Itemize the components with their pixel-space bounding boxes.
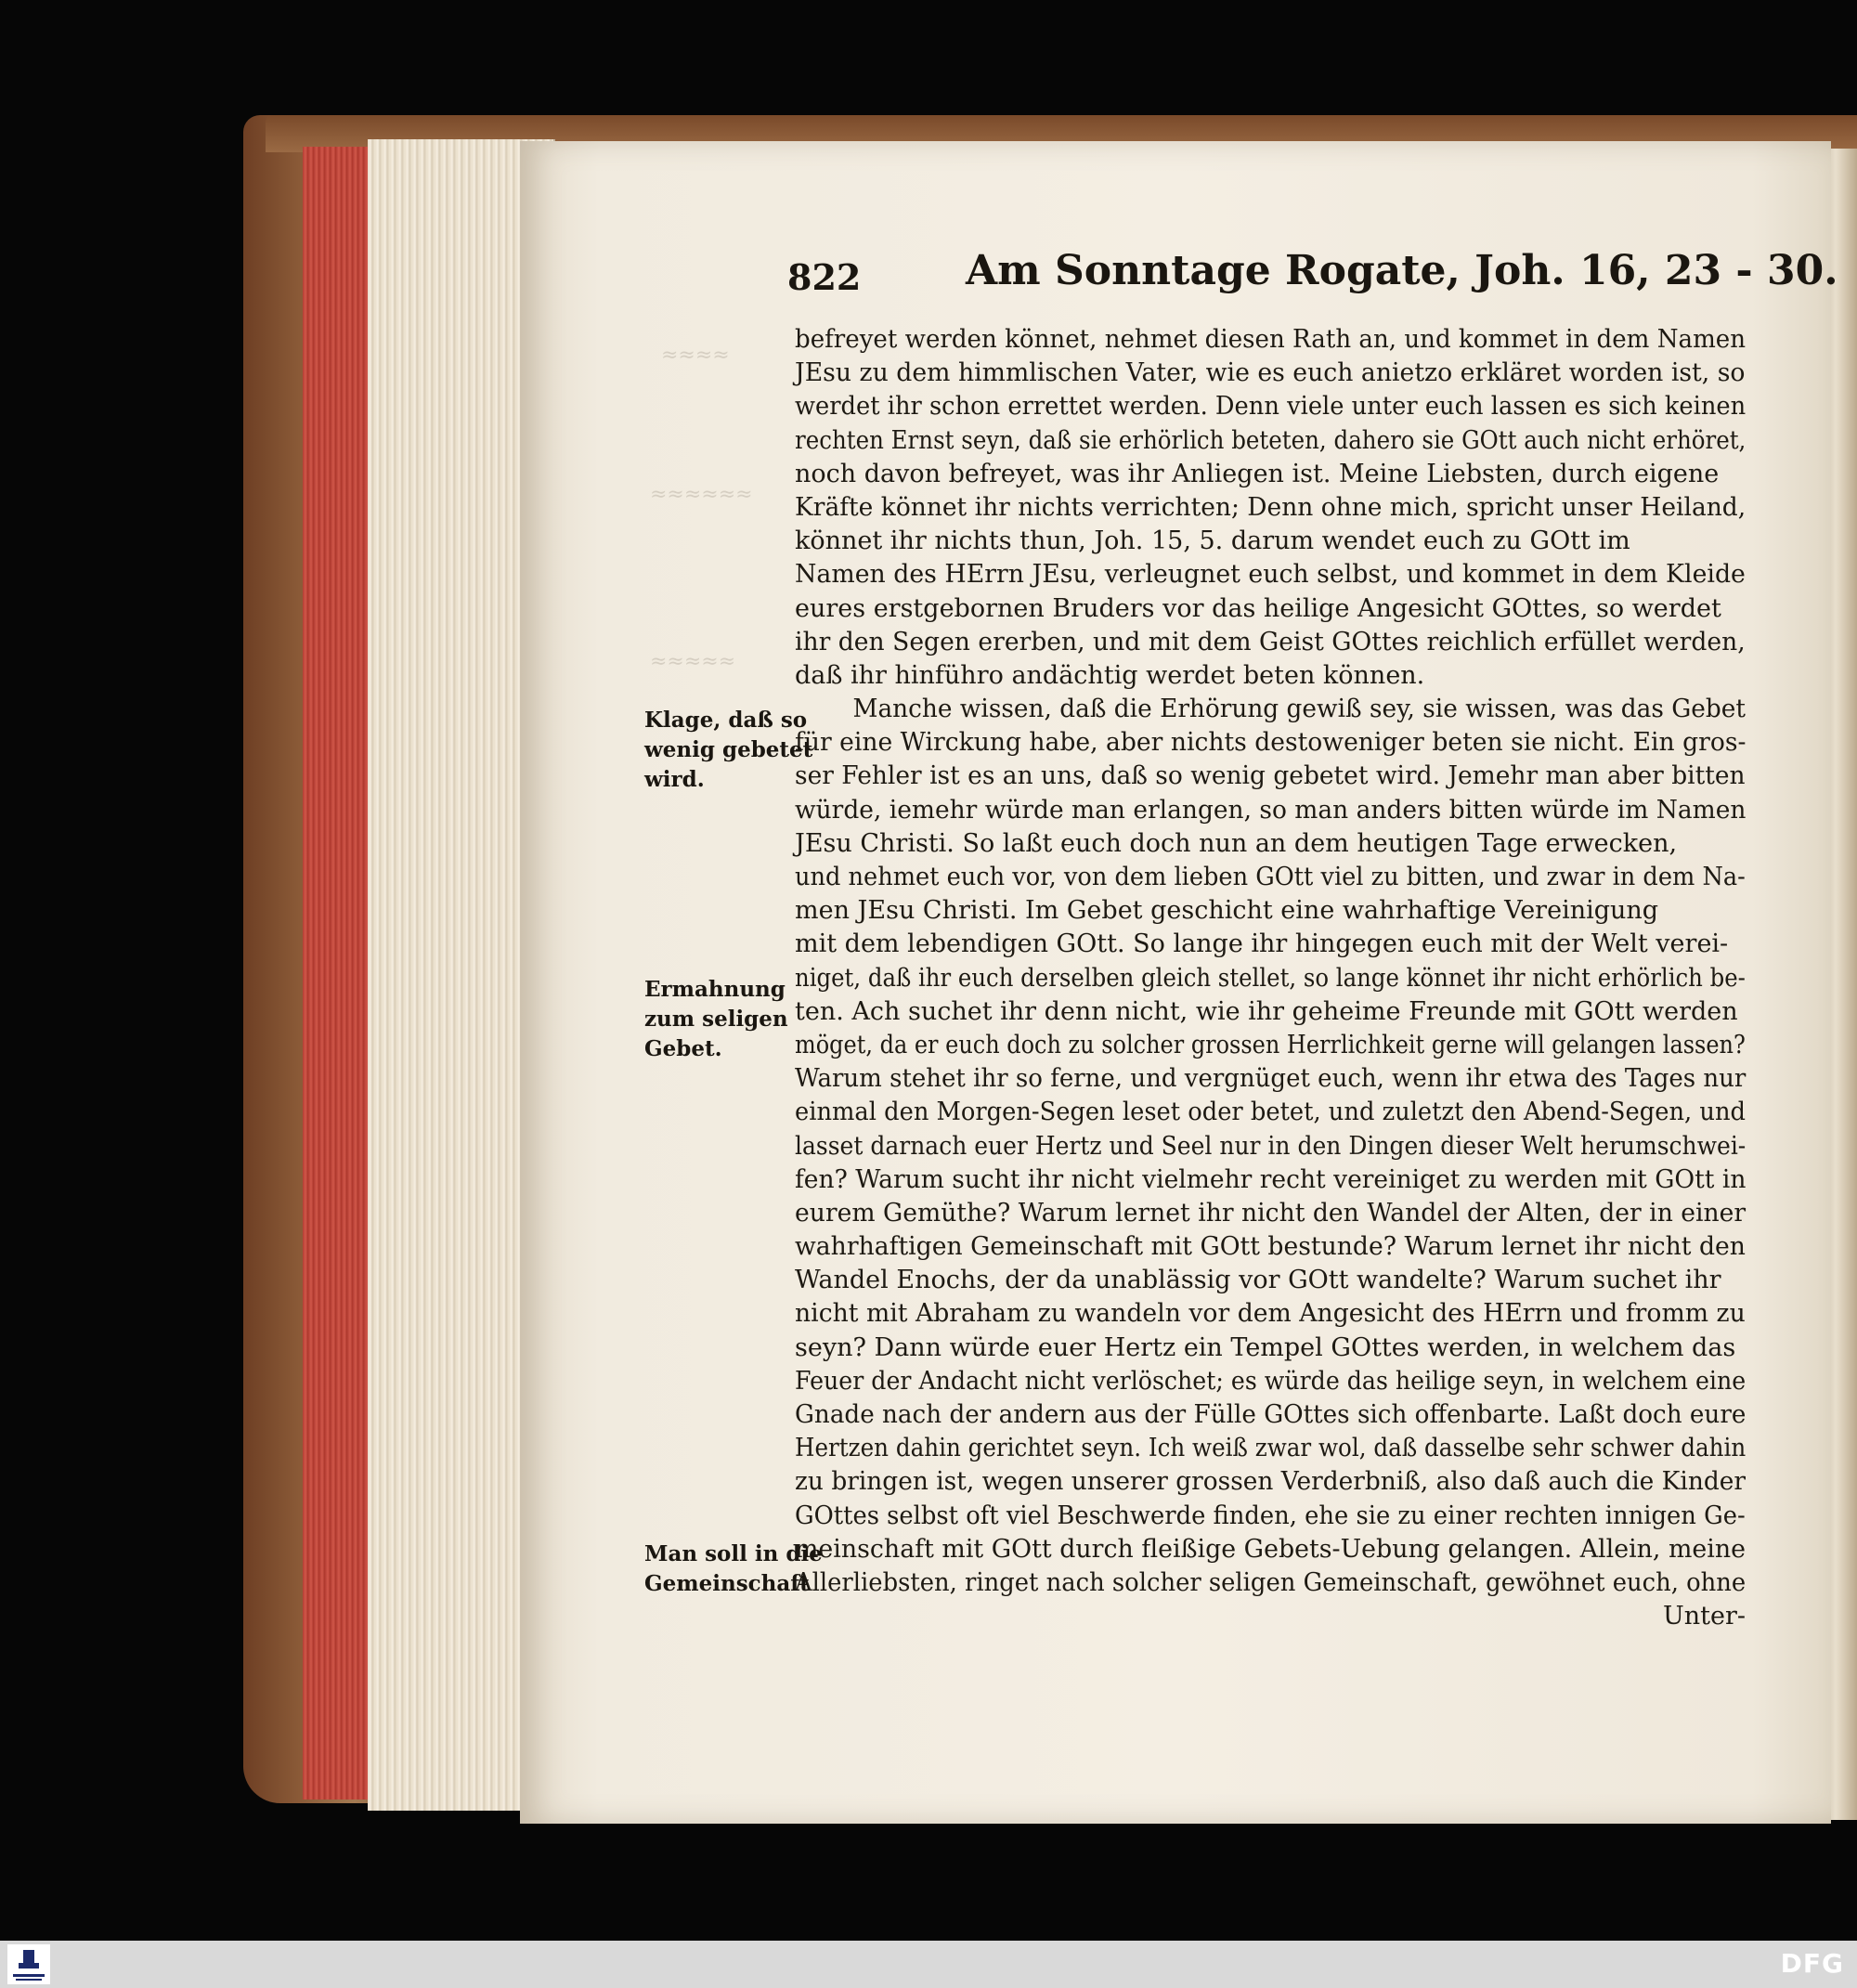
text-line: Allerliebsten, ringet nach solcher seligen Gemeinschaft, gewöhnet euch, ohne [795,1567,1747,1597]
text-line: meinschaft mit GOtt durch fleißige Gebets-Uebung gelangen. Allein, meine [795,1534,1746,1564]
text-line: befreyet werden könnet, nehmet diesen Rath an, und kommet in dem Namen [795,325,1747,354]
text-line: Wandel Enochs, der da unablässig vor GOtt wandelte? Warum suchet ihr [795,1266,1721,1295]
margin-note-line: Man soll in die [644,1541,823,1566]
text-line: Feuer der Andacht nicht verlöschet; es würde das heilige seyn, in welchem eine [795,1366,1747,1396]
red-page-edges [303,147,373,1800]
text-line: wahrhaftigen Gemeinschaft mit GOtt bestunde? Warum lernet ihr nicht den [795,1232,1746,1262]
text-line: zu bringen ist, wegen unserer grossen Verderbniß, also daß auch die Kinder [795,1467,1747,1497]
dfg-logo: DFG [1780,1948,1844,1979]
text-line: men JEsu Christi. Im Gebet geschicht eine wahrhaftige Vereinigung [795,896,1659,926]
text-line: Namen des HErrn JEsu, verleugnet euch selbst, und kommet in dem Kleide [795,560,1746,590]
margin-note-line: zum seligen [644,1007,788,1032]
text-line: könnet ihr nichts thun, Joh. 15, 5. darum wendet euch zu GOtt im [795,526,1630,556]
margin-note-lament [644,706,813,795]
margin-note-line: wenig gebetet [644,737,813,762]
text-line: Hertzen dahin gerichtet seyn. Ich weiß zwar wol, daß dasselbe sehr schwer dahin [795,1434,1747,1463]
margin-note-line: Gebet. [644,1036,722,1061]
text-line: eures erstgebornen Bruders vor das heilige Angesicht GOttes, so werdet [795,593,1721,623]
running-title: Am Sonntage Rogate, Joh. 16, 23 - 30. [966,247,1838,294]
text-line: rechten Ernst seyn, daß sie erhörlich beteten, dahero sie GOtt auch nicht erhöret, [795,425,1747,455]
page-number: 822 [787,256,862,298]
text-line: seyn? Dann würde euer Hertz ein Tempel GOttes werden, in welchem das [795,1332,1736,1362]
text-line: würde, iemehr würde man erlangen, so man anders bitten würde im Namen [795,795,1747,825]
show-through-mark: ≈≈≈≈≈≈ [650,483,753,506]
text-line: nicht mit Abraham zu wandeln vor dem Angesicht des HErrn und fromm zu [795,1299,1746,1329]
margin-note-exhortation [644,975,793,1064]
institution-logo-icon [7,1944,50,1984]
body-text [795,323,1746,1633]
text-line: JEsu zu dem himmlischen Vater, wie es euch anietzo erkläret worden ist, so [795,358,1746,388]
text-line: Manche wissen, daß die Erhörung gewiß sey, sie wissen, was das Gebet [852,695,1746,724]
text-line: möget, da er euch doch zu solcher grossen Herrlichkeit gerne will gelangen lassen? [795,1030,1746,1059]
text-line: einmal den Morgen-Segen leset oder betet, und zuletzt den Abend-Segen, und [795,1098,1746,1127]
text-line: Kräfte könnet ihr nichts verrichten; Denn ohne mich, spricht unser Heiland, [795,492,1747,522]
catchword: Unter- [1662,1602,1746,1631]
text-line: und nehmet euch vor, von dem lieben GOtt viel zu bitten, und zwar in dem Na- [795,863,1746,891]
text-line: niget, daß ihr euch derselben gleich stellet, so lange könnet ihr nicht erhörlich be- [795,963,1746,993]
text-line: Warum stehet ihr so ferne, und vergnüget euch, wenn ihr etwa des Tages nur [795,1064,1747,1094]
text-line: Gnade nach der andern aus der Fülle GOttes sich offenbarte. Laßt doch eure [795,1400,1747,1429]
text-line: GOttes selbst oft viel Beschwerde finden, ehe sie zu einer rechten innigen Ge- [795,1501,1746,1530]
text-line: fen? Warum sucht ihr nicht vielmehr recht vereiniget zu werden mit GOtt in [795,1164,1747,1194]
show-through-mark: ≈≈≈≈ [661,344,730,367]
margin-note-community [644,1540,823,1599]
text-line: für eine Wirckung habe, aber nichts destoweniger beten sie nicht. Ein gros- [795,728,1747,758]
margin-note-line: Ermahnung [644,977,786,1002]
text-line: mit dem lebendigen GOtt. So lange ihr hingegen euch mit der Welt verei- [795,929,1729,959]
text-line: ihr den Segen ererben, und mit dem Geist GOttes reichlich erfüllet werden, [795,627,1746,656]
text-line: JEsu Christi. So laßt euch doch nun an dem heutigen Tage erwecken, [795,828,1678,858]
text-line: werdet ihr schon errettet werden. Denn viele unter euch lassen es sich keinen [795,392,1747,422]
viewer-footer [0,1941,1857,1988]
show-through-mark: ≈≈≈≈≈ [650,650,736,673]
text-line: eurem Gemüthe? Warum lernet ihr nicht den Wandel der Alten, der in einer [795,1198,1747,1228]
text-line: noch davon befreyet, was ihr Anliegen ist. Meine Liebsten, durch eigene [795,459,1720,488]
text-line: lasset darnach euer Hertz und Seel nur in den Dingen dieser Welt herumschwei- [795,1131,1747,1161]
margin-note-line: wird. [644,767,705,792]
text-line: daß ihr hinführo andächtig werdet beten können. [795,660,1425,690]
margin-note-line: Klage, daß so [644,708,808,733]
text-line: ser Fehler ist es an uns, daß so wenig gebetet wird. Jemehr man aber bitten [795,761,1746,791]
margin-note-line: Gemeinschaft [644,1571,810,1596]
text-line: ten. Ach suchet ihr denn nicht, wie ihr geheime Freunde mit GOtt werden [795,996,1738,1026]
